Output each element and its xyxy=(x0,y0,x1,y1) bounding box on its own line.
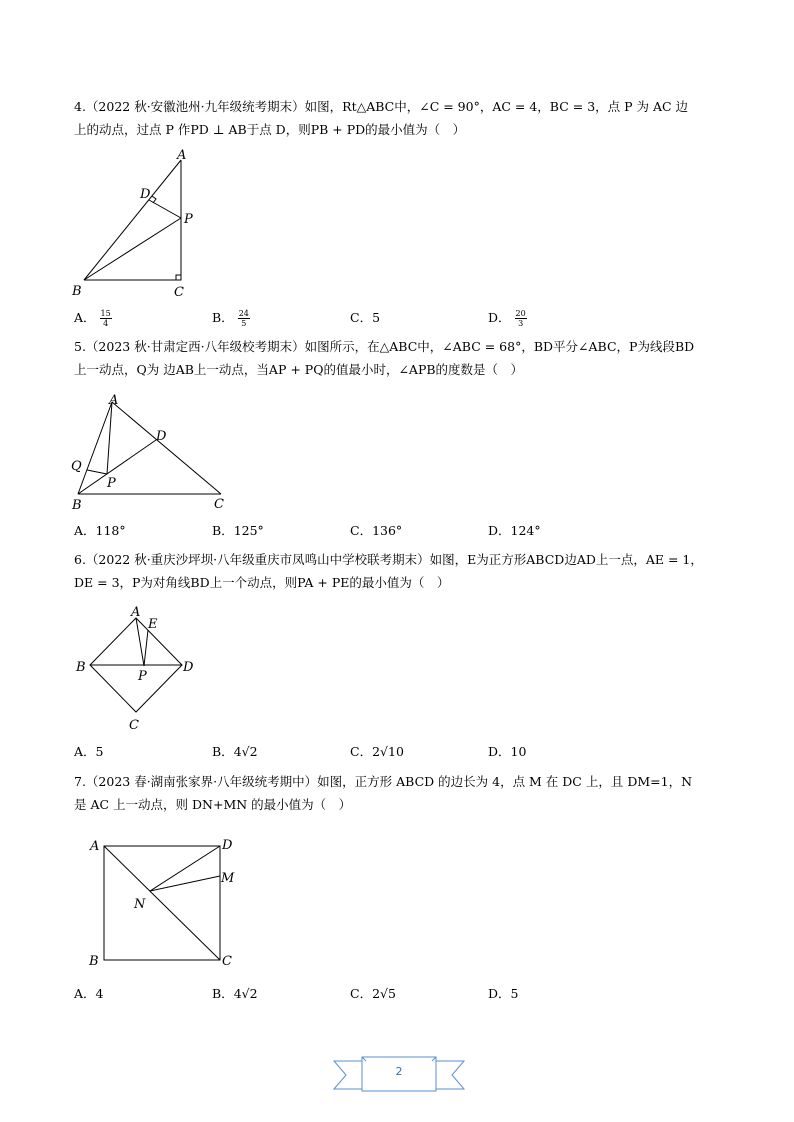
label-B: B xyxy=(89,954,99,969)
label-D: D xyxy=(222,838,233,853)
question-5-stem xyxy=(74,335,724,381)
question-6-option-c[interactable]: C．2√10 xyxy=(350,744,404,759)
question-4-line-2: 上的动点，过点 P 作PD ⊥ AB于点 D，则PB + PD的最小值为（ ） xyxy=(74,122,466,137)
question-4-options xyxy=(74,307,634,329)
label-E: E xyxy=(148,617,158,632)
segment-DN xyxy=(150,846,220,891)
label-Q: Q xyxy=(71,459,82,474)
label-D: D xyxy=(183,660,194,675)
question-5-line-2: 上一动点，Q为 边AB上一动点，当AP + PQ的值最小时，∠APB的度数是（ ） xyxy=(74,362,524,377)
label-C: C xyxy=(222,954,232,969)
question-7-options xyxy=(74,983,634,1005)
question-6-option-b[interactable]: B．4√2 xyxy=(212,744,258,759)
fraction: $\frac{15}{4}$ xyxy=(100,309,111,328)
segment-PQ xyxy=(87,470,107,474)
question-7-option-b[interactable]: B．4√2 xyxy=(212,986,258,1001)
label-M: M xyxy=(221,871,235,886)
question-4-option-b[interactable]: B． $\frac{24}{5}$ xyxy=(212,309,249,328)
label-N: N xyxy=(134,897,146,912)
question-5-option-a[interactable]: A．118° xyxy=(74,523,126,538)
question-6-option-a[interactable]: A．5 xyxy=(74,744,104,759)
diagonal-AC xyxy=(104,846,220,960)
question-5-options xyxy=(74,520,634,542)
label-A: A xyxy=(131,605,141,620)
label-P: P xyxy=(107,476,116,491)
label-B: B xyxy=(72,498,82,512)
label-A: A xyxy=(177,148,187,163)
question-5-figure xyxy=(66,390,236,512)
label-A: A xyxy=(109,393,119,408)
question-7-line-1: 7.（2023 春·湖南张家界·八年级统考期中）如图，正方形 ABCD 的边长为 4，点 M 在 DC 上，且 DM=1，N xyxy=(74,774,693,789)
question-6-option-d[interactable]: D．10 xyxy=(488,744,527,759)
question-5-option-c[interactable]: C．136° xyxy=(350,523,403,538)
label-C: C xyxy=(129,718,139,732)
question-4-figure xyxy=(66,148,196,300)
question-4-stem xyxy=(74,95,724,141)
question-4-option-d[interactable]: D． $\frac{20}{3}$ xyxy=(488,309,526,328)
question-7-option-d[interactable]: D．5 xyxy=(488,986,519,1001)
question-6-options xyxy=(74,741,634,763)
question-7-option-a[interactable]: A．4 xyxy=(74,986,104,1001)
label-C: C xyxy=(174,285,184,300)
segment-PE xyxy=(144,630,148,666)
question-5-option-b[interactable]: B．125° xyxy=(212,523,264,538)
question-7-stem xyxy=(74,770,724,816)
question-5-option-d[interactable]: D．124° xyxy=(488,523,541,538)
label-P: P xyxy=(138,669,147,684)
label-C: C xyxy=(214,497,224,512)
question-4-line-1: 4.（2022 秋·安徽池州·九年级统考期末）如图，Rt△ABC中，∠C = 90°，AC = 4，BC = 3，点 P 为 AC 边 xyxy=(74,99,689,114)
question-4-option-c[interactable]: C．5 xyxy=(350,310,381,325)
segment-BD xyxy=(78,440,156,494)
label-B: B xyxy=(76,660,86,675)
segment-AC xyxy=(112,402,221,494)
label-D: D xyxy=(140,187,151,202)
label-D: D xyxy=(156,429,167,444)
right-angle-mark-C xyxy=(176,275,181,280)
label-B: B xyxy=(72,284,82,299)
question-6-figure xyxy=(72,602,202,732)
segment-MN xyxy=(150,876,220,891)
segment-BP xyxy=(84,218,181,280)
label-P: P xyxy=(184,212,193,227)
question-7-figure xyxy=(84,832,244,972)
page-footer xyxy=(332,1053,466,1095)
question-6-stem xyxy=(74,548,724,594)
question-7-line-2: 是 AC 上一动点，则 DN+MN 的最小值为（ ） xyxy=(74,797,352,812)
question-4-option-a[interactable]: A． $\frac{15}{4}$ xyxy=(74,309,111,328)
fraction: $\frac{24}{5}$ xyxy=(238,309,249,328)
label-A: A xyxy=(90,839,100,854)
segment-AB xyxy=(84,160,181,280)
question-5-line-1: 5.（2023 秋·甘肃定西·八年级校考期末）如图所示，在△ABC中，∠ABC = 68°，BD平分∠ABC，P为线段BD xyxy=(74,339,695,354)
question-7-option-c[interactable]: C．2√5 xyxy=(350,986,396,1001)
question-6-line-1: 6.（2022 秋·重庆沙坪坝·八年级重庆市凤鸣山中学校联考期末）如图，E为正方形ABCD边AD上一点，AE = 1， xyxy=(74,552,703,567)
page-number: 2 xyxy=(395,1065,403,1078)
question-6-line-2: DE = 3，P为对角线BD上一个动点，则PA + PE的最小值为（ ） xyxy=(74,575,450,590)
fraction: $\frac{20}{3}$ xyxy=(515,309,526,328)
